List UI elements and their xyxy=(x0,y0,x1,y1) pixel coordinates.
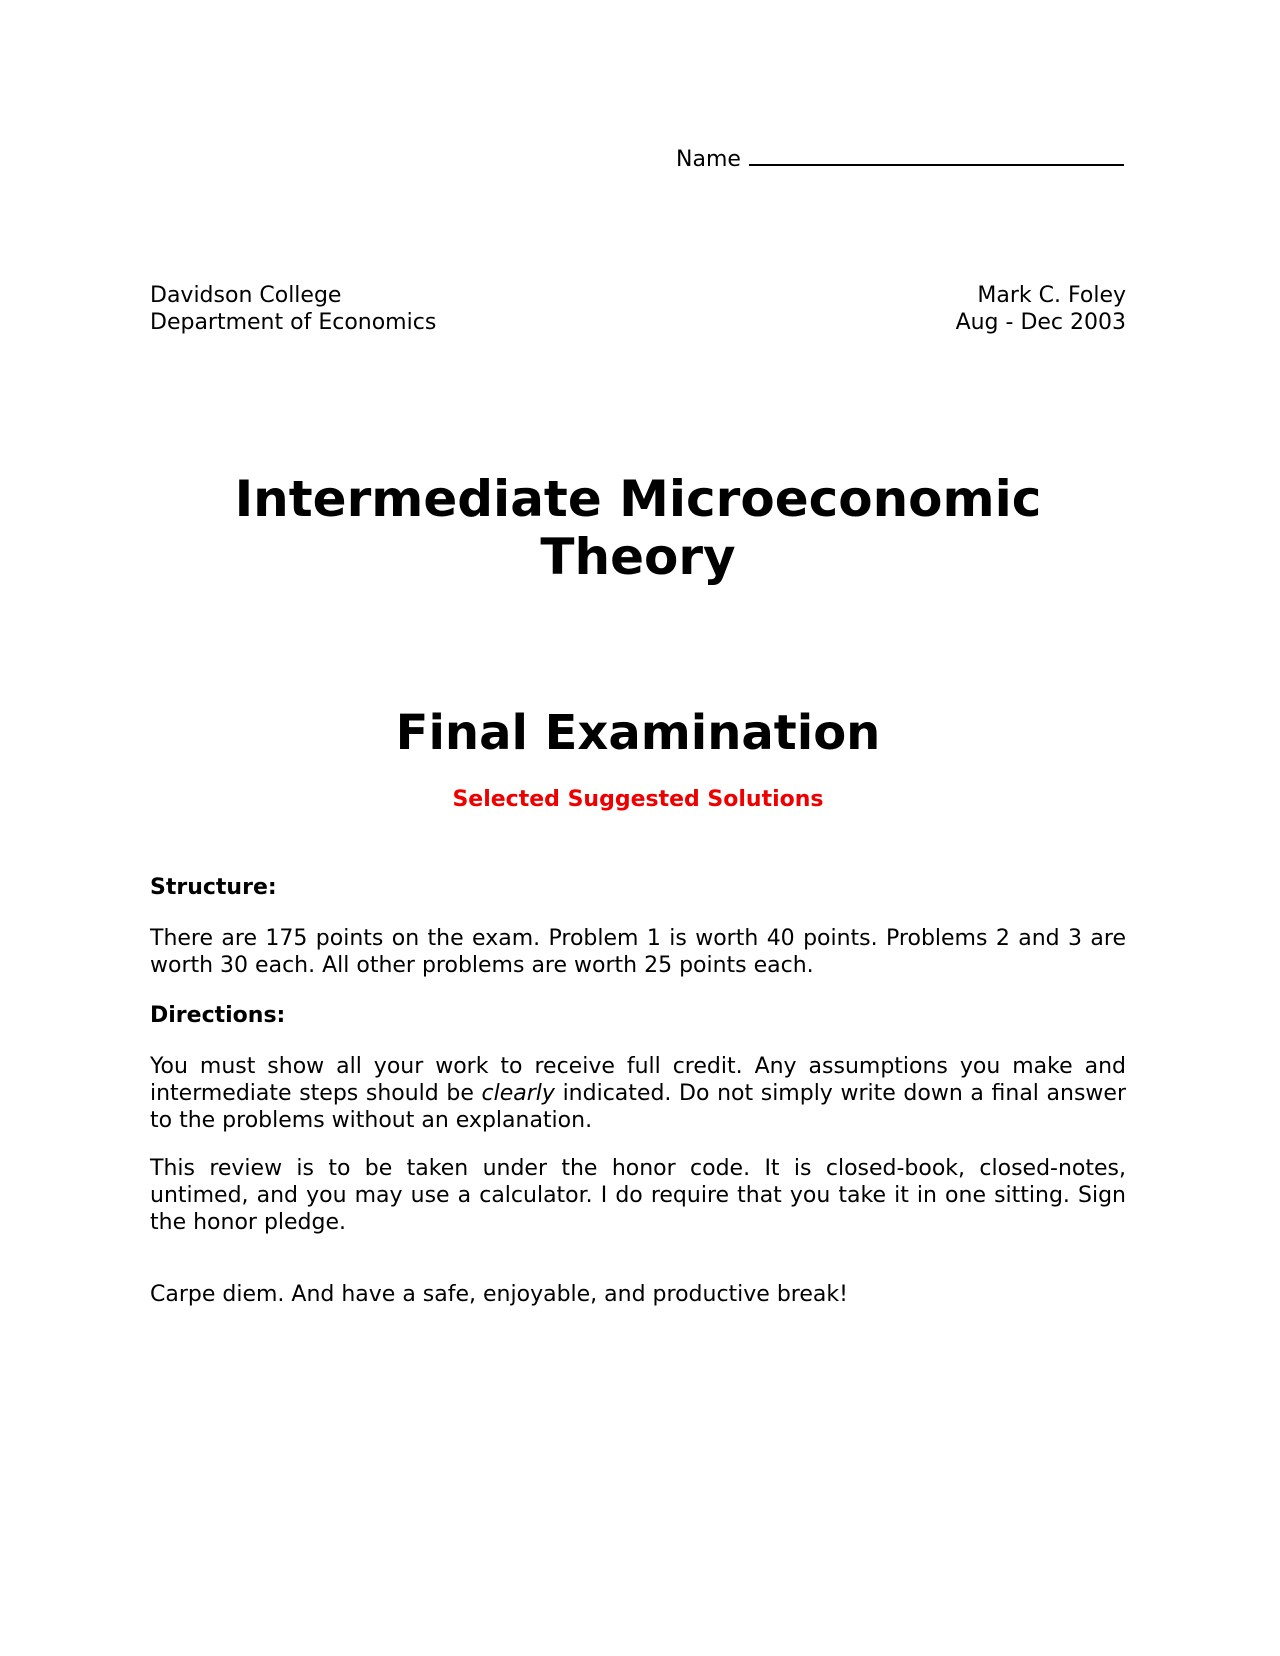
course-title xyxy=(150,470,1126,586)
header-right xyxy=(956,282,1126,336)
structure-text: There are 175 points on the exam. Problem 1 is worth 40 points. Problems 2 and 3 are worth 30 each. All other problems are worth 25 points each. xyxy=(150,926,1126,978)
directions-p1-after: indicated. Do not simply write down a final answer to the problems without an explanation. xyxy=(150,1081,1126,1133)
directions-p1-emphasis: clearly xyxy=(481,1081,555,1106)
name-blank-line[interactable] xyxy=(749,146,1124,166)
directions-heading: Directions: xyxy=(150,1003,286,1028)
term: Aug - Dec 2003 xyxy=(955,310,1126,335)
instructor: Mark C. Foley xyxy=(977,283,1126,308)
structure-heading: Structure: xyxy=(150,875,277,900)
directions-paragraph-1 xyxy=(150,1053,1126,1134)
solutions-label: Selected Suggested Solutions xyxy=(452,787,824,812)
institution: Davidson College xyxy=(150,283,342,308)
course-title-line2: Theory xyxy=(540,528,736,586)
department: Department of Economics xyxy=(150,310,437,335)
directions-paragraph-2: This review is to be taken under the honor code. It is closed-book, closed-notes, untimed, and you may use a calculator. I do require that you take it in one sitting. Sign the honor pledge. xyxy=(150,1156,1126,1235)
closing-line: Carpe diem. And have a safe, enjoyable, and productive break! xyxy=(150,1282,848,1307)
directions-p1-before: You must show all your work to receive full credit. Any assumptions you make and intermediate steps should be xyxy=(150,1054,1126,1106)
header-left xyxy=(150,282,436,336)
name-field xyxy=(676,146,1126,174)
name-label: Name xyxy=(676,147,741,172)
course-title-line1: Intermediate Microeconomic xyxy=(234,470,1042,528)
exam-title: Final Examination xyxy=(395,705,881,761)
